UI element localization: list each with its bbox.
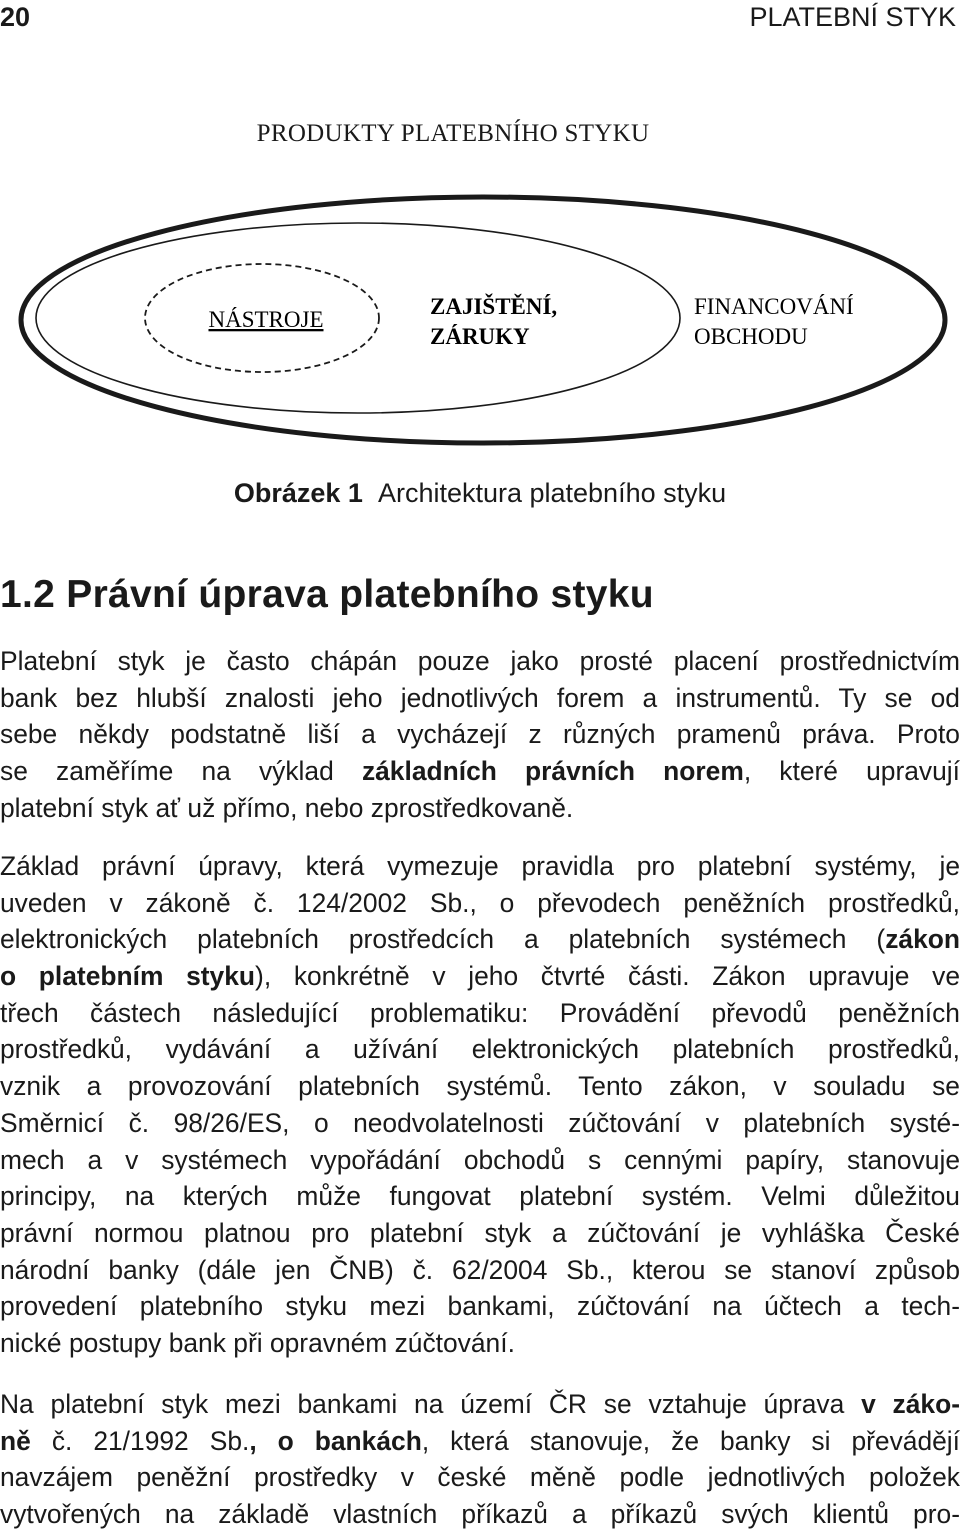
figure-caption [0, 478, 960, 509]
text-line: Na platební styk mezi bankami na území ČR se vztahuje úprava v záko- [0, 1389, 960, 1419]
architecture-diagram [0, 0, 960, 470]
text-line: o platebním styku), konkrétně v jeho čtvrté části. Zákon upravuje ve [0, 961, 960, 992]
text-line: Základ právní úpravy, která vymezuje pravidla pro platební systémy, je [0, 851, 960, 881]
text-line: se zaměříme na výklad základních právních norem, které upravují [0, 756, 960, 787]
paragraph-1 [0, 643, 960, 826]
bold-term: o platebním styku [0, 961, 256, 992]
text-line: ně č. 21/1992 Sb., o bankách, která stanovuje, že banky si převádějí [0, 1425, 960, 1456]
section-heading: 1.2 Právní úprava platebního styku [0, 573, 654, 616]
text-line: vznik a provozování platebních systémů. Tento zákon, v souladu se [0, 1071, 960, 1102]
inner-label: NÁSTROJE [208, 307, 324, 332]
text-line: Platební styk je často chápán pouze jako prosté placení prostřednictvím [0, 646, 960, 676]
text-line: principy, na kterých může fungovat platební systém. Velmi důležitou [0, 1181, 960, 1212]
paragraph-3 [0, 1386, 960, 1533]
page-number: 20 [0, 2, 31, 32]
paragraph-2 [0, 848, 960, 1362]
text-line: národní banky (dále jen ČNB) č. 62/2004 Sb., kterou se stanoví způsob [0, 1254, 960, 1285]
text-line: navzájem peněžní prostředky v české měně podle jednotlivých položek [0, 1462, 960, 1493]
bold-term: v záko- [861, 1389, 960, 1419]
text-line: elektronických platebních prostředcích a platebních systémech (zákon [0, 924, 960, 955]
middle-label-line2: ZÁRUKY [430, 324, 530, 349]
text-line: nické postupy bank při opravném zúčtování. [0, 1327, 515, 1358]
bold-term: zákon [885, 924, 960, 955]
outer-label-line1: FINANCOVÁNÍ [694, 294, 854, 319]
figure-heading: PRODUKTY PLATEBNÍHO STYKU [256, 120, 650, 147]
bold-term: ně [0, 1425, 31, 1456]
text-line: prostředků, vydávání a užívání elektronických platebních prostředků, [0, 1034, 960, 1065]
text-line: platební styk ať už přímo, nebo zprostředkovaně. [0, 792, 574, 823]
text-line: Směrnicí č. 98/26/ES, o neodvolatelnosti zúčtování v platebních systé- [0, 1107, 960, 1138]
text-line: bank bez hlubší znalosti jeho jednotlivých forem a instrumentů. Ty se od [0, 682, 960, 713]
bold-term: základních právních norem [361, 756, 744, 787]
text-line: sebe někdy podstatně liší a vycházejí z různých pramenů práva. Proto [0, 719, 960, 750]
outer-label-line2: OBCHODU [694, 324, 808, 349]
text-line: mech a v systémech vypořádání obchodů s cennými papíry, stanovuje [0, 1144, 960, 1175]
text-line: vytvořených na základě vlastních příkazů a příkazů svých klientů pro- [0, 1499, 960, 1530]
text-line: třech částech následující problematiku: Provádění převodů peněžních [0, 997, 960, 1028]
text-line: uveden v zákoně č. 124/2002 Sb., o převodech peněžních prostředků, [0, 887, 960, 918]
caption-text: Architektura platebního styku [377, 478, 727, 508]
running-title: PLATEBNÍ STYK [749, 2, 956, 32]
text-line: právní normou platnou pro platební styk a zúčtování je vyhláška České [0, 1217, 960, 1248]
bold-term: , o bankách [249, 1425, 422, 1456]
text-line: provedení platebního styku mezi bankami, zúčtování na účtech a tech- [0, 1291, 960, 1322]
middle-label-line1: ZAJIŠTĚNÍ, [430, 294, 558, 319]
middle-ellipse [36, 223, 680, 413]
caption-number: Obrázek 1 [233, 478, 363, 508]
